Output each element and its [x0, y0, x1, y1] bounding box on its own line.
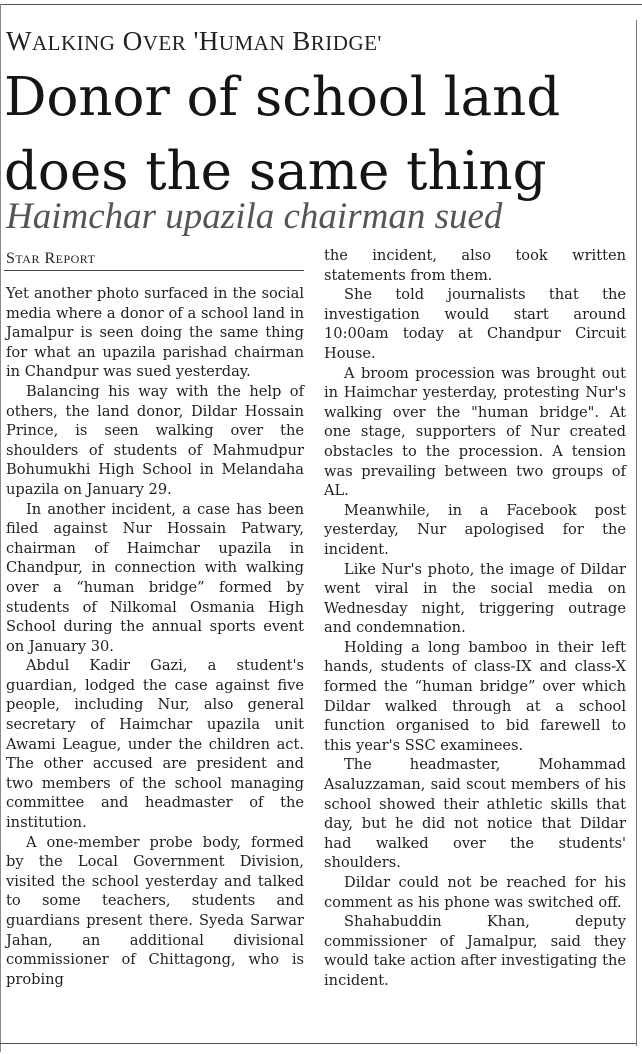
headline-line-1: Donor of school land	[4, 67, 561, 128]
paragraph: Meanwhile, in a Facebook post yesterday, Nur apologised for the incident.	[324, 501, 626, 558]
kicker	[6, 24, 382, 60]
bottom-rule	[0, 1043, 636, 1044]
kicker-text: WALKING OVER 'HUMAN BRIDGE'	[6, 26, 382, 56]
paragraph: A broom procession was brought out in Haimchar yesterday, protesting Nur's walking over the "human bridge". At one stage, supporters of Nur created obstacles to the procession. A tension was prevailing between two groups of AL.	[324, 364, 626, 500]
subheadline: Haimchar upazila chairman sued	[6, 196, 503, 237]
top-rule	[0, 4, 642, 5]
article-column-left	[6, 284, 304, 989]
paragraph: Yet another photo surfaced in the social media where a donor of a school land in Jamalpur is seen doing the same thing for what an upazila parishad chairman in Chandpur was sued yesterday.	[6, 285, 304, 381]
paragraph: Like Nur's photo, the image of Dildar went viral in the social media on Wednesday night, triggering outrage and condemnation.	[324, 560, 626, 637]
paragraph: Balancing his way with the help of others, the land donor, Dildar Hossain Prince, is seen walking over the shoulders of students of Mahmudpur Bohumukhi High School in Melandaha upazila on January 29.	[6, 382, 304, 498]
paragraph: Dildar could not be reached for his comment as his phone was switched off.	[324, 874, 626, 911]
byline-rule	[4, 270, 304, 271]
article-column-right	[324, 246, 626, 991]
headline	[4, 61, 634, 209]
paragraph: In another incident, a case has been filed against Nur Hossain Patwary, chairman of Haimchar upazila in Chandpur, in connection with walking over a “human bridge” formed by students of Nilkomal Osmania High School during the annual sports event on January 30.	[6, 500, 304, 655]
paragraph: A one-member probe body, formed by the Local Government Division, visited the school yesterday and talked to some teachers, students and guardians present there. Syeda Sarwar Jahan, an additional divisional commissioner of Chittagong, who is probing	[6, 833, 304, 988]
paragraph: Abdul Kadir Gazi, a student's guardian, lodged the case against five people, including Nur, also general secretary of Haimchar upazila unit Awami League, under the children act. The other accused are president and two members of the school managing committee and headmaster of the institution.	[6, 657, 304, 832]
byline	[6, 249, 95, 269]
paragraph: She told journalists that the investigation would start around 10:00am today at Chandpur Circuit House.	[324, 286, 626, 362]
paragraph: Shahabuddin Khan, deputy commissioner of Jamalpur, said they would take action after investigating the incident.	[324, 913, 626, 989]
paragraph: Holding a long bamboo in their left hands, students of class-IX and class-X formed the “human bridge” over which Dildar walked through at a school function organised to bid farewell to this year's SSC examinees.	[324, 638, 626, 754]
headline-line-2: does the same thing	[4, 141, 547, 202]
left-border	[0, 4, 1, 1052]
right-border	[636, 20, 637, 1046]
byline-text: STAR REPORT	[6, 250, 96, 267]
paragraph: The headmaster, Mohammad Asaluzzaman, said scout members of his school showed their athletic skills that day, but he did not notice that Dildar had walked over the students' shoulders.	[324, 756, 626, 872]
paragraph-continued: the incident, also took written statements from them.	[324, 247, 626, 284]
